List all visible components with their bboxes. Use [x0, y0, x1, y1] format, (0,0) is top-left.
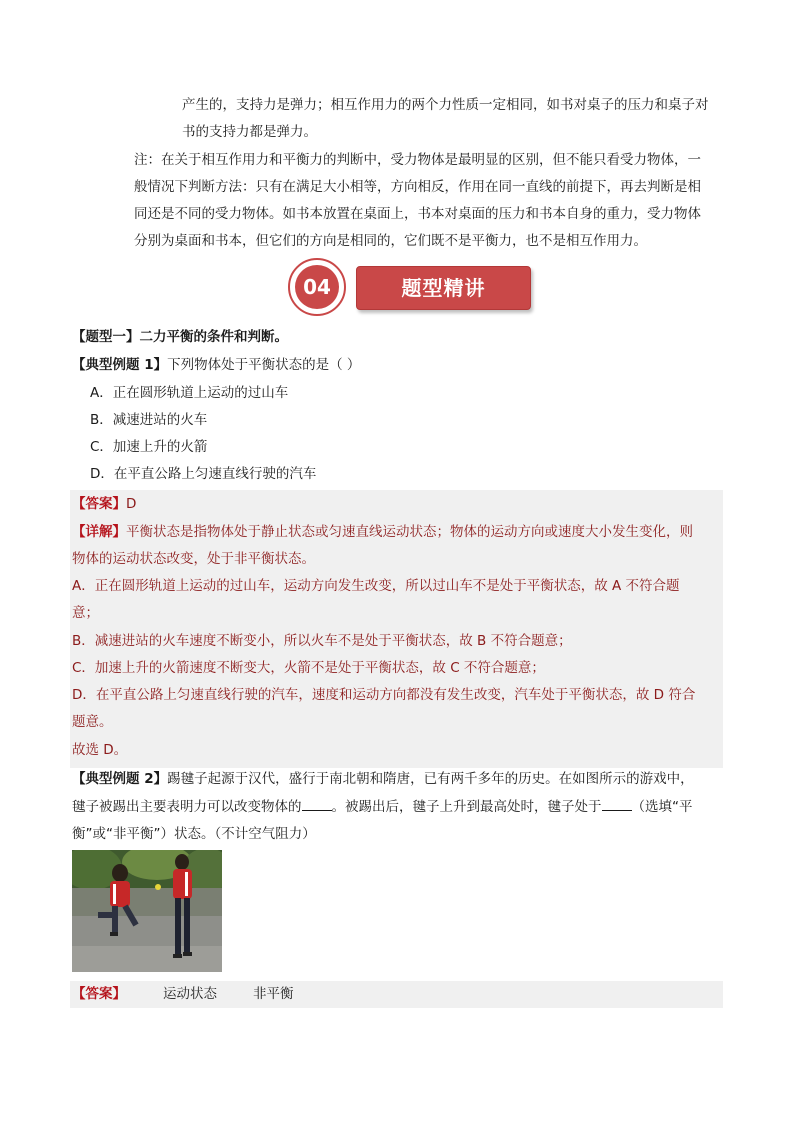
example1-option-b: B．减速进站的火车 [90, 412, 208, 428]
example2-blank-1 [302, 809, 332, 811]
example2-text-2b: 。被踢出后，毽子上升到最高处时，毽子处于 [331, 799, 602, 815]
example1-detail-label: 【详解】 [72, 524, 126, 540]
example1-option-d: D．在平直公路上匀速直线行驶的汽车 [90, 466, 317, 482]
example2-line-1 [72, 766, 694, 793]
example2-answer-1: 运动状态 [163, 986, 217, 1002]
note-line-4: 分别为桌面和书本，但它们的方向是相同的，它们既不是平衡力，也不是相互作用力。 [134, 233, 647, 249]
note-line-3: 同还是不同的受力物体。如书本放置在桌面上，书本对桌面的压力和书本自身的重力，受力物体 [134, 206, 701, 222]
example1-answer-label: 【答案】 [72, 496, 126, 512]
example1-detail-line-1 [72, 519, 693, 546]
example1-option-a: A．正在圆形轨道上运动的过山车 [90, 385, 289, 401]
example1-answer-value: D [126, 496, 137, 512]
example1-analysis-a: A．正在圆形轨道上运动的过山车，运动方向发生改变，所以过山车不是处于平衡状态，故 A 不符合题 [72, 578, 680, 594]
section-number: 04 [303, 275, 331, 299]
example2-text-1: 踢毽子起源于汉代，盛行于南北朝和隋唐，已有两千多年的历史。在如图所示的游戏中， [167, 771, 694, 787]
intro-line-2: 书的支持力都是弹力。 [182, 124, 317, 140]
example1-detail-text-1: 平衡状态是指物体处于静止状态或匀速直线运动状态；物体的运动方向或速度大小发生变化，则 [126, 524, 693, 540]
example1-answer [72, 491, 136, 518]
example1-conclusion: 故选 D。 [72, 742, 128, 758]
example2-text-2c: （选填“平 [631, 799, 693, 815]
example1-analysis-a-cont: 意； [72, 605, 99, 621]
example2-answer-label: 【答案】 [72, 986, 126, 1002]
example1-question [72, 352, 360, 379]
example2-blank-2 [602, 809, 632, 811]
topic-heading: 【题型一】二力平衡的条件和判断。 [72, 329, 288, 345]
example2-label: 【典型例题 2】 [72, 771, 168, 787]
example1-analysis-c: C．加速上升的火箭速度不断变大，火箭不是处于平衡状态，故 C 不符合题意； [72, 660, 545, 676]
example1-analysis-b: B．减速进站的火车速度不断变小，所以火车不是处于平衡状态，故 B 不符合题意； [72, 633, 572, 649]
example1-option-c: C．加速上升的火箭 [90, 439, 208, 455]
example2-answer-2: 非平衡 [253, 986, 294, 1002]
section-title: 题型精讲 [401, 276, 486, 300]
example1-question-text: 下列物体处于平衡状态的是（ ） [167, 357, 361, 373]
shuttlecock-photo [72, 850, 222, 972]
note-line-2: 般情况下判断方法：只有在满足大小相等，方向相反，作用在同一直线的前提下，再去判断是相 [134, 179, 701, 195]
example1-detail-line-2: 物体的运动状态改变，处于非平衡状态。 [72, 551, 315, 567]
intro-line-1: 产生的，支持力是弹力；相互作用力的两个力性质一定相同，如书对桌子的压力和桌子对 [182, 97, 709, 113]
example2-line-2 [72, 794, 693, 821]
example2-line-3: 衡”或“非平衡”）状态。（不计空气阻力） [72, 826, 316, 842]
note-line-1: 注：在关于相互作用力和平衡力的判断中，受力物体是最明显的区别，但不能只看受力物体，一 [134, 152, 701, 168]
example1-analysis-d-cont: 题意。 [72, 714, 113, 730]
example1-label: 【典型例题 1】 [72, 357, 168, 373]
example2-answer [72, 981, 126, 1008]
example2-text-2a: 毽子被踢出主要表明力可以改变物体的 [72, 799, 302, 815]
example1-analysis-d: D．在平直公路上匀速直线行驶的汽车，速度和运动方向都没有发生改变，汽车处于平衡状态，故 D 符合 [72, 687, 696, 703]
